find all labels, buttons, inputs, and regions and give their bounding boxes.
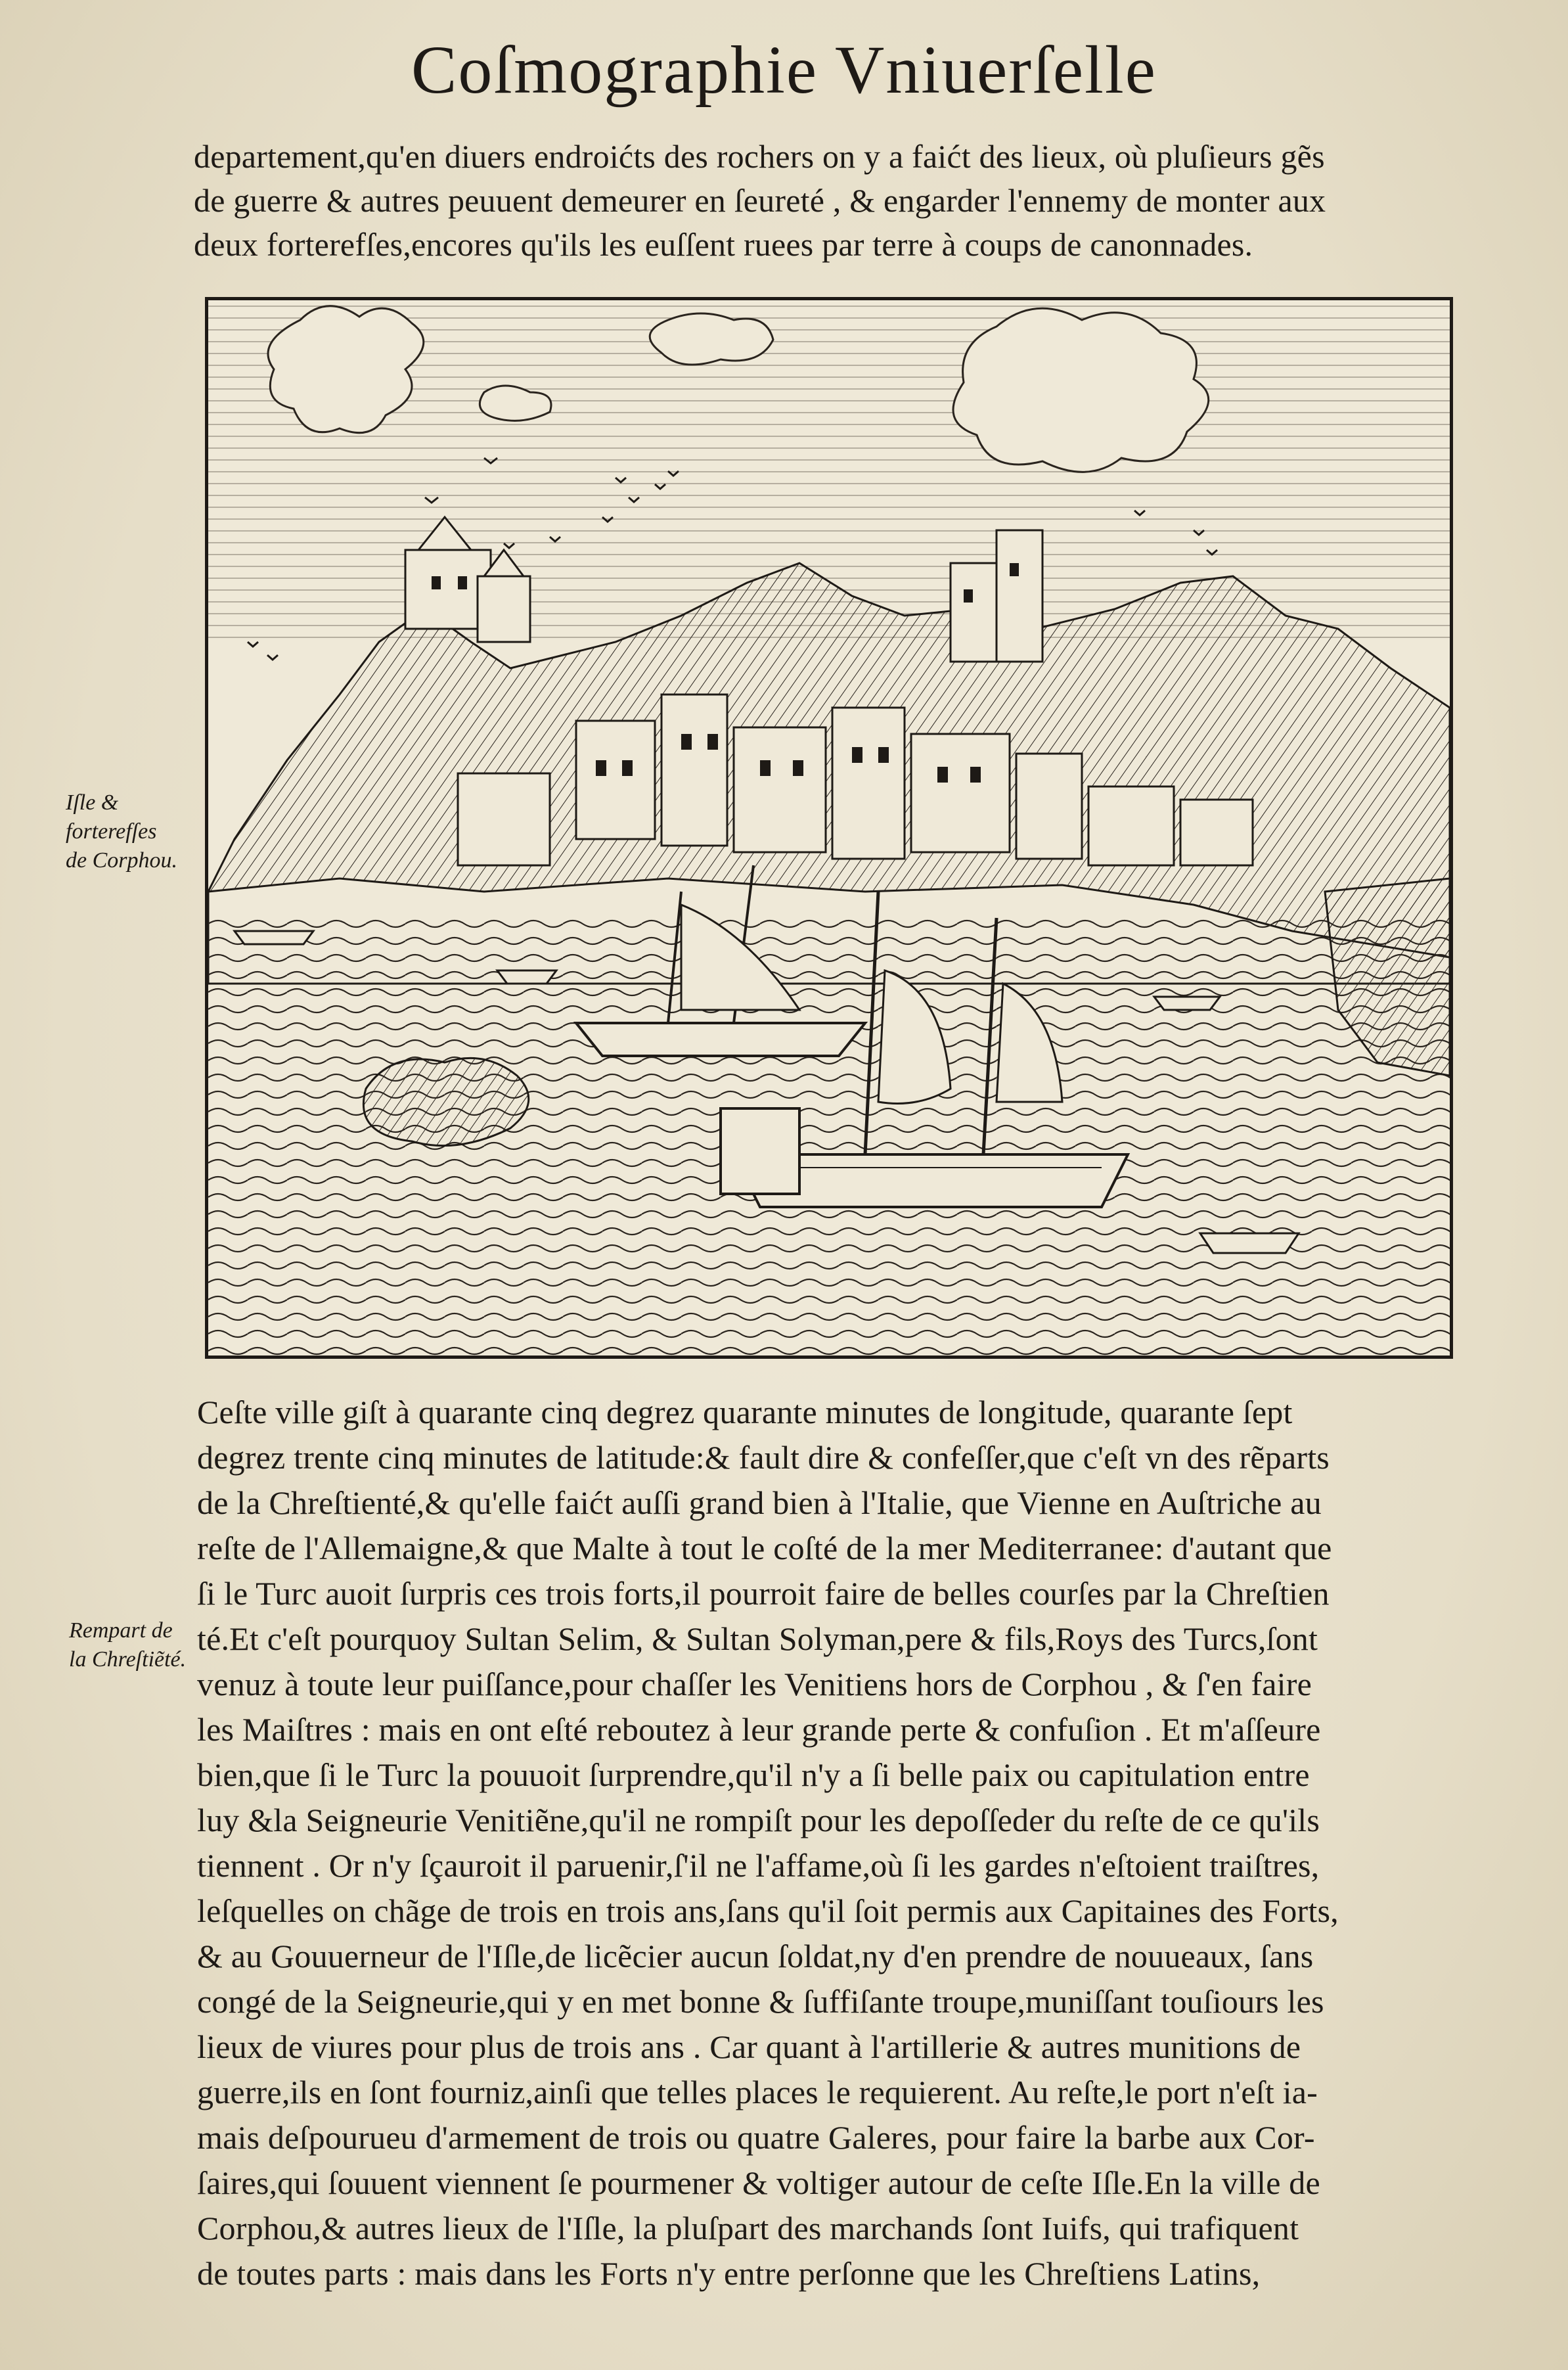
text-line: deux forterefſes,encores qu'ils les euſſent ruees par terre à coups de canonnades. [194, 226, 1253, 263]
text-line: de guerre & autres peuuent demeurer en ſeureté , & engarder l'ennemy de monter aux [194, 182, 1326, 219]
text-line: leſquelles on chãge de trois en trois ans,ſans qu'il ſoit permis aux Capitaines des Forts, [197, 1892, 1339, 1929]
text-line: reſte de l'Allemaigne,& que Malte à tout le coſté de la mer Mediterranee: d'autant que [197, 1530, 1332, 1566]
text-line: les Maiſtres : mais en ont eſté reboutez à leur grande perte & confuſion . Et m'aſſeure [197, 1711, 1321, 1748]
text-line: mais deſpourueu d'armement de trois ou quatre Galeres, pour faire la barbe aux Cor- [197, 2119, 1315, 2156]
text-line: bien,que ſi le Turc la pouuoit ſurprendre,qu'il n'y a ſi belle paix ou capitulation entre [197, 1756, 1310, 1793]
margin-note-island: Iſle & forterefſes de Corphou. [66, 790, 177, 873]
text-line: departement,qu'en diuers endroićts des rochers on y a faićt des lieux, où pluſieurs gẽs [194, 138, 1325, 175]
margin-note-rempart: Rempart de la Chreſtiẽté. [69, 1618, 187, 1672]
text-line: Ceſte ville giſt à quarante cinq degrez quarante minutes de longitude, quarante ſept [197, 1394, 1293, 1430]
page-title: Coſmographie Vniuerſelle [411, 32, 1157, 108]
text-line: lieux de viures pour plus de trois ans . Car quant à l'artillerie & autres munitions de [197, 2028, 1301, 2065]
text-line: té.Et c'eſt pourquoy Sultan Selim, & Sultan Solyman,pere & fils,Roys des Turcs,ſont [197, 1620, 1318, 1657]
body-paragraph [197, 1390, 1471, 2296]
text-line: de toutes parts : mais dans les Forts n'y entre perſonne que les Chreſtiens Latins, [197, 2255, 1261, 2292]
text-line: guerre,ils en ſont fourniz,ainſi que telles places le requierent. Au reſte,le port n'eſt ia- [197, 2074, 1318, 2110]
text-line: tiennent . Or n'y ſçauroit il paruenir,ſ'il ne l'affame,où ſi les gardes n'eſtoient traiſtres, [197, 1847, 1320, 1884]
text-line: venuz à toute leur puiſſance,pour chaſſer les Venitiens hors de Corphou , & ſ'en faire [197, 1666, 1312, 1702]
intro-paragraph [194, 135, 1465, 267]
text-line: & au Gouuerneur de l'Iſle,de licẽcier aucun ſoldat,ny d'en prendre de nouueaux, ſans [197, 1938, 1314, 1974]
text-line: Corphou,& autres lieux de l'Iſle, la pluſpart des marchands ſont Iuifs, qui trafiquent [197, 2210, 1299, 2246]
text-line: congé de la Seigneurie,qui y en met bonne & ſuffiſante troupe,muniſſant touſiours les [197, 1983, 1324, 2020]
text-line: de la Chreſtienté,& qu'elle faićt auſſi grand bien à l'Italie, que Vienne en Auſtriche au [197, 1484, 1322, 1521]
text-line: degrez trente cinq minutes de latitude:& fault dire & confeſſer,que c'eſt vn des rẽparts [197, 1439, 1330, 1476]
text-line: luy &la Seigneurie Venitiẽne,qu'il ne rompiſt pour les depoſſeder du reſte de ce qu'ils [197, 1802, 1320, 1838]
text-line: ſi le Turc auoit ſurpris ces trois forts,il pourroit faire de belles courſes par la Chreſtien [197, 1575, 1330, 1612]
woodcut-illustration-corfu [205, 297, 1453, 1359]
woodcut-svg [208, 300, 1450, 1356]
text-line: ſaires,qui ſouuent viennent ſe pourmener & voltiger autour de ceſte Iſle.En la ville de [197, 2164, 1320, 2201]
